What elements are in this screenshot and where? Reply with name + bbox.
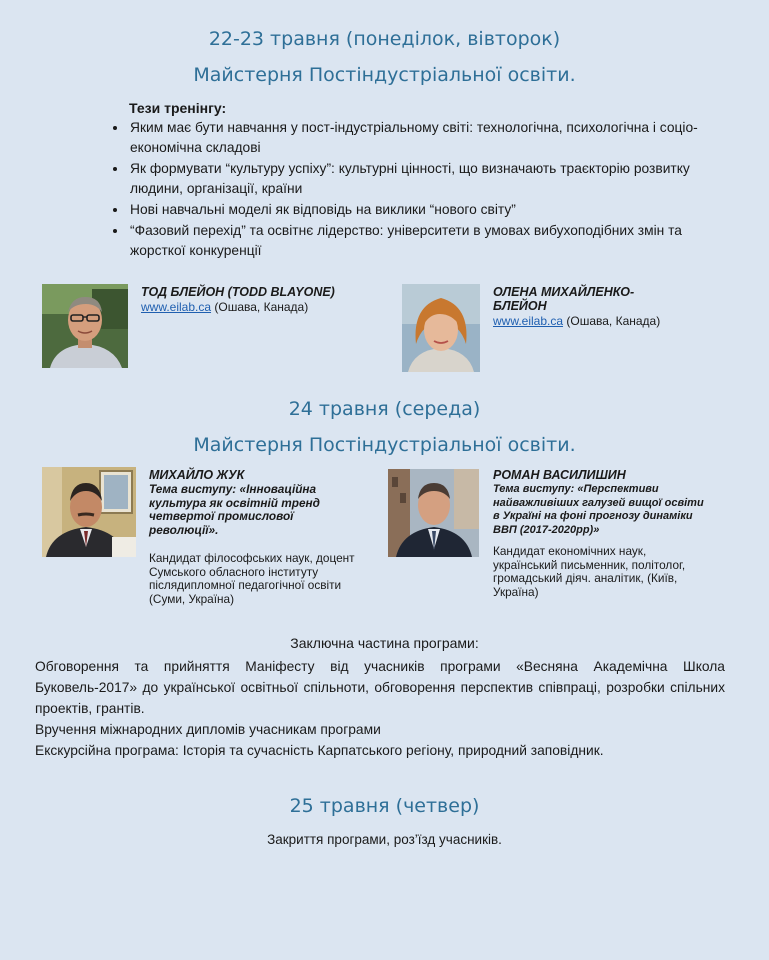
speaker-website-link[interactable]: www.eilab.ca — [141, 300, 212, 314]
speaker-photo-todd — [42, 284, 128, 368]
thesis-item: • “Фазовий перехід” та освітнє лідерство: університети в умовах вибухоподібних змін та жорсткої конкуренції — [128, 221, 738, 261]
final-paragraph: Екскурсійна програма: Історія та сучасність Карпатського регіону, природний заповідник. — [35, 743, 604, 758]
speaker-mykhailo — [149, 468, 359, 606]
final-paragraph: Обговорення та прийняття Маніфесту від учасників програми «Весняна Академічна Школа Буковель-2017» до української освітньої спільноти, обговорення перспектив співпраці, розробки спільних проектів, грантів. — [35, 659, 725, 716]
speaker-photo-olena — [402, 284, 480, 372]
day1-workshop-title: Майстерня Постіндустріальної освіти. — [193, 64, 576, 86]
speaker-website-link[interactable]: www.eilab.ca — [493, 314, 564, 328]
speaker-name: ОЛЕНА МИХАЙЛЕНКО-БЛЕЙОН — [493, 285, 635, 313]
closing-text: Закриття програми, роз’їзд учасників. — [267, 832, 502, 847]
day3-date: 25 травня (четвер) — [289, 795, 480, 817]
speaker-name: МИХАЙЛО ЖУК — [149, 468, 245, 482]
final-paragraph: Вручення міжнародних дипломів учасникам програми — [35, 722, 381, 737]
speaker-name: РОМАН ВАСИЛИШИН — [493, 468, 626, 482]
day2-workshop-title: Майстерня Постіндустріальної освіти. — [193, 434, 576, 456]
final-part-text — [35, 656, 725, 761]
speaker-photo-mykhailo — [42, 467, 136, 557]
thesis-item: • Яким має бути навчання у пост-індустріальному світі: технологічна, психологічна і соціо-економічна складові — [128, 118, 738, 158]
speaker-topic: Тема виступу: «Перспективи найважливіших галузей вищої освіти в Україні на фоні прогнозу динаміки ВВП (2017-2020рр)» — [493, 483, 704, 536]
day2-date: 24 травня (середа) — [288, 398, 481, 420]
speaker-topic: Тема виступу: «Інноваційна культура як освітній тренд четвертої промислової революції». — [149, 482, 320, 537]
thesis-item: • Як формувати “культуру успіху”: культурні цінності, що визначають траєкторію розвитку людини, організації, країни — [128, 159, 738, 199]
speaker-photo-roman — [388, 469, 479, 557]
speaker-location: (Ошава, Канада) — [211, 300, 309, 314]
final-part-title: Заключна частина програми: — [290, 635, 479, 651]
thesis-item: • Нові навчальні моделі як відповідь на виклики “нового світу” — [128, 200, 738, 220]
speaker-name: ТОД БЛЕЙОН (TODD BLAYONE) — [141, 285, 335, 299]
theses-title: Тези тренінгу: — [129, 100, 227, 116]
speaker-location: (Ошава, Канада) — [563, 314, 661, 328]
speaker-roman — [493, 468, 713, 599]
speaker-bio: Кандидат економічних наук, український письменник, політолог, громадський діяч. аналітик, (Київ, Україна) — [493, 544, 686, 599]
theses-list — [104, 118, 738, 262]
speaker-olena — [493, 285, 663, 328]
day1-date: 22-23 травня (понеділок, вівторок) — [208, 28, 561, 50]
speaker-todd — [141, 285, 371, 314]
speaker-bio: Кандидат філософських наук, доцент Сумського обласного інституту післядипломної педагогічної освіти (Суми, Україна) — [149, 551, 355, 606]
